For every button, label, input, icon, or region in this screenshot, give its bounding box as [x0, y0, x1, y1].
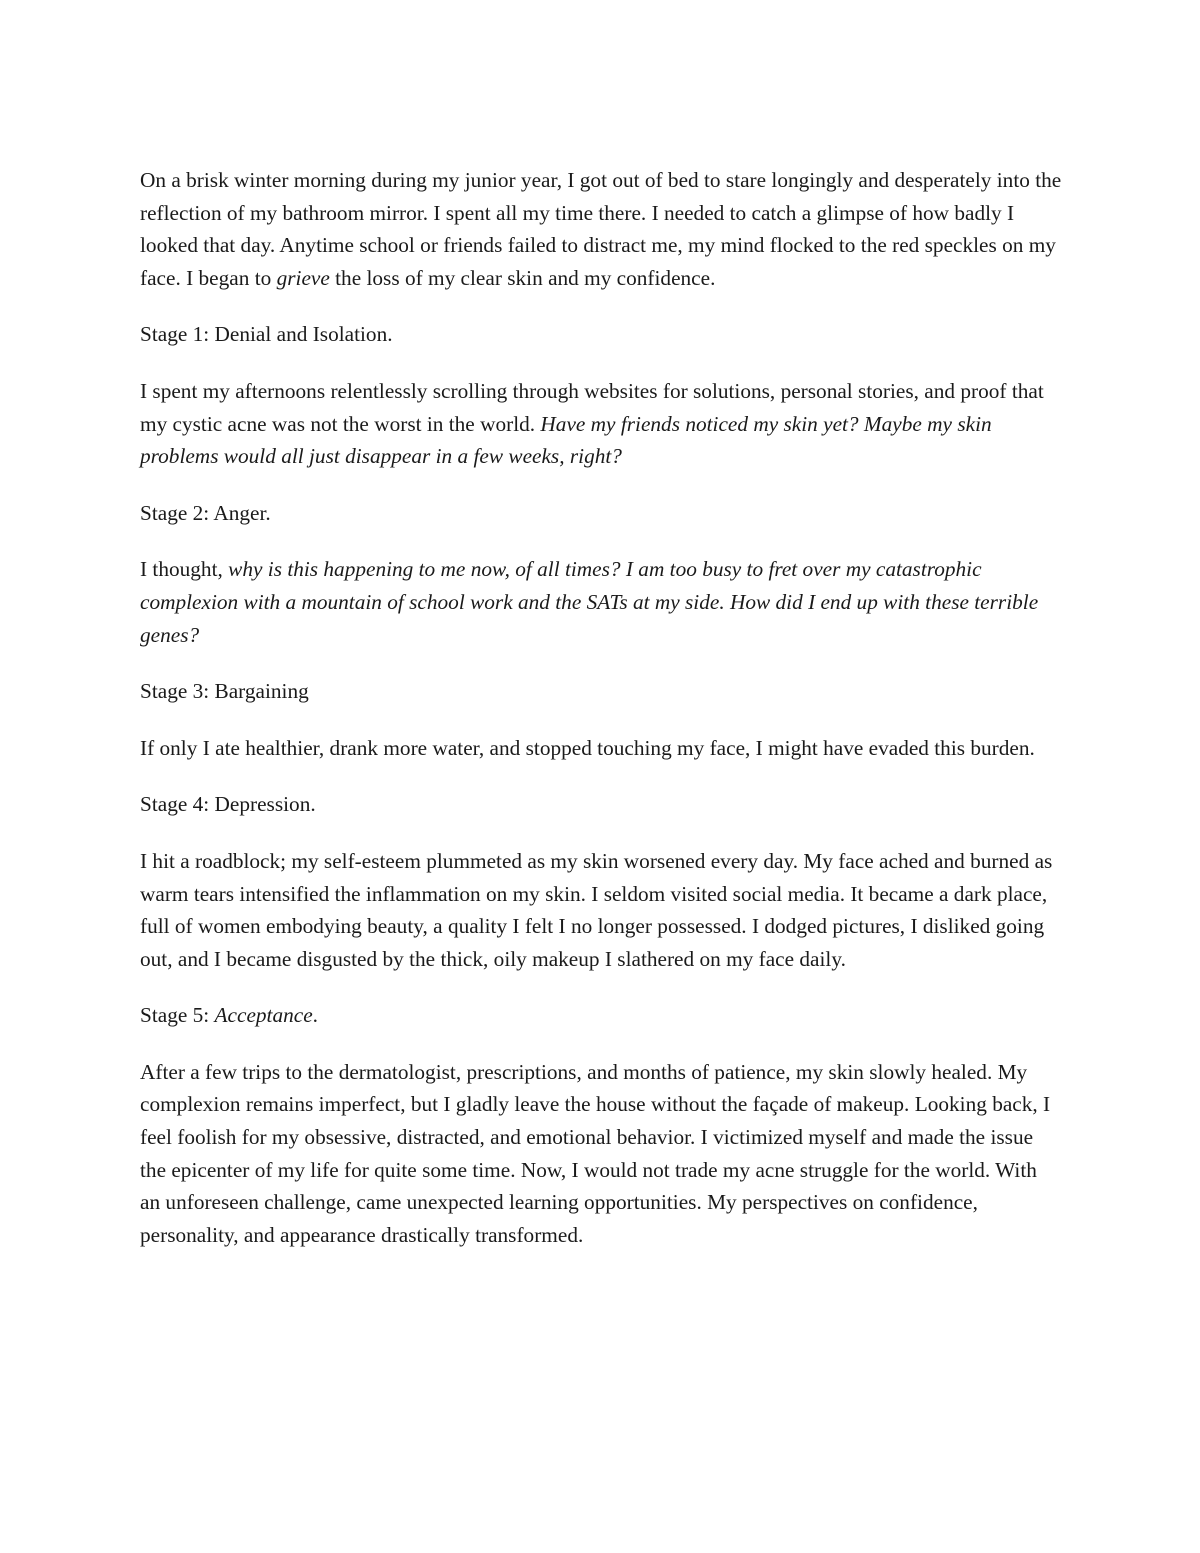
intro-emphasis: grieve — [276, 265, 330, 290]
stage3-heading: Stage 3: Bargaining — [140, 679, 309, 704]
stage1-emphasis: Have my friends noticed my skin yet? Maybe my skin problems would all just disappear in a few weeks, right? — [140, 411, 992, 469]
stage1-paragraph — [140, 375, 1062, 473]
stage2-text: I thought, — [140, 557, 229, 582]
stage5-heading — [140, 999, 1062, 1032]
stage4-paragraph: I hit a roadblock; my self-esteem plummeted as my skin worsened every day. My face ached and burned as warm tears intensified the inflammation on my skin. I seldom visited social media. It became a dark place, full of women embodying beauty, a quality I felt I no longer possessed. I dodged pictures, I disliked going out, and I became disgusted by the thick, oily makeup I slathered on my face daily. — [140, 848, 1053, 971]
intro-text-end: the loss of my clear skin and my confidence. — [329, 265, 716, 290]
stage5-heading-prefix: Stage 5: — [140, 1003, 215, 1028]
stage5-heading-emphasis: Acceptance — [214, 1003, 313, 1028]
stage2-paragraph — [140, 553, 1062, 651]
stage5-paragraph: After a few trips to the dermatologist, prescriptions, and months of patience, my skin slowly healed. My complexion remains imperfect, but I gladly leave the house without the façade of makeup. Looking back, I feel foolish for my obsessive, distracted, and emotional behavior. I victimized myself and made the issue the epicenter of my life for quite some time. Now, I would not trade my acne struggle for the world. With an unforeseen challenge, came unexpected learning opportunities. My perspectives on confidence, personality, and appearance drastically transformed. — [140, 1059, 1051, 1247]
stage2-heading: Stage 2: Anger. — [140, 500, 271, 525]
stage2-emphasis: why is this happening to me now, of all times? I am too busy to fret over my catastrophic complexion with a mountain of school work and the SATs at my side. How did I end up with these terrible genes? — [140, 557, 1039, 647]
stage4-heading: Stage 4: Depression. — [140, 792, 316, 817]
document-body — [140, 164, 1062, 1275]
intro-text: On a brisk winter morning during my junior year, I got out of bed to stare longingly and desperately into the reflection of my bathroom mirror. I spent all my time there. I needed to catch a glimpse of how badly I looked that day. Anytime school or friends failed to distract me, my mind flocked to the red speckles on my face. I began to — [140, 168, 1062, 290]
intro-paragraph — [140, 164, 1062, 294]
stage1-heading: Stage 1: Denial and Isolation. — [140, 322, 393, 347]
stage3-paragraph: If only I ate healthier, drank more water, and stopped touching my face, I might have evaded this burden. — [140, 735, 1035, 760]
stage1-text: I spent my afternoons relentlessly scrolling through websites for solutions, personal stories, and proof that my cystic acne was not the worst in the world. — [140, 378, 1044, 436]
stage5-heading-suffix: . — [312, 1003, 318, 1028]
